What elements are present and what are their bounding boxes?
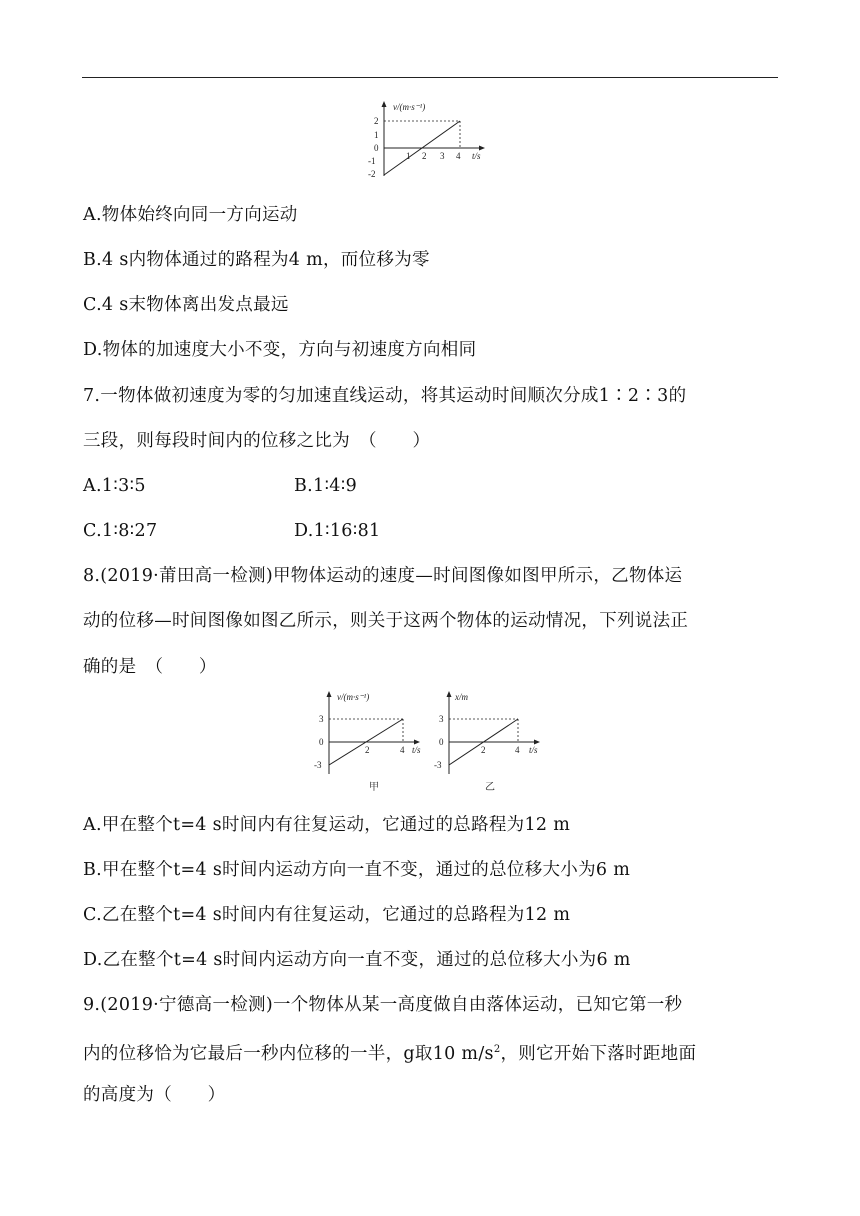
y-tick-1: 1: [374, 130, 379, 140]
yi-x-end: 4: [515, 745, 520, 755]
q8-option-d: D.乙在整个t=4 s时间内运动方向一直不变，通过的总位移大小为6 m: [83, 950, 631, 970]
yi-t-axis-label: t/s: [529, 745, 538, 755]
q7-option-a: A.1∶3∶5: [83, 476, 146, 496]
q8-option-c: C.乙在整个t=4 s时间内有往复运动，它通过的总路程为12 m: [83, 905, 571, 925]
jia-y-bottom: -3: [314, 760, 322, 770]
q6-option-a: A.物体始终向同一方向运动: [83, 205, 298, 225]
y-tick-0: 0: [374, 143, 379, 153]
yi-y-zero: 0: [439, 737, 444, 747]
jia-t-axis-label: t/s: [412, 745, 421, 755]
jia-y-top: 3: [319, 714, 324, 724]
x-tick-2: 2: [422, 151, 427, 161]
jia-v-axis-label: v/(m·s⁻¹): [337, 692, 370, 702]
x-tick-3: 3: [440, 151, 445, 161]
yi-caption: 乙: [485, 782, 495, 793]
q9-stem-line2: [83, 1038, 696, 1066]
q6-option-c: C.4 s末物体离出发点最远: [83, 295, 289, 315]
q8-option-b: B.甲在整个t=4 s时间内运动方向一直不变，通过的总位移大小为6 m: [83, 860, 631, 880]
q9-stem-line1: 9.(2019·宁德高一检测)一个物体从某一高度做自由落体运动，已知它第一秒: [83, 995, 683, 1015]
q7-stem-line1: 7.一物体做初速度为零的匀加速直线运动，将其运动时间顺次分成1∶2∶3的: [83, 386, 687, 406]
q6-option-b: B.4 s内物体通过的路程为4 m，而位移为零: [83, 250, 430, 270]
x-tick-4: 4: [456, 151, 461, 161]
x-tick-1: 1: [406, 151, 411, 161]
q7-option-b: B.1∶4∶9: [294, 476, 358, 496]
q9-stem-line3: 的高度为（ ）: [83, 1085, 226, 1105]
yi-x-axis-label: x/m: [455, 692, 468, 702]
jia-x-mid: 2: [365, 745, 370, 755]
q8-stem-line1: 8.(2019·莆田高一检测)甲物体运动的速度—时间图像如图甲所示，乙物体运: [83, 566, 683, 586]
y-tick-2: 2: [374, 116, 379, 126]
q7-stem-line2: 三段，则每段时间内的位移之比为 （ ）: [83, 431, 431, 451]
q8-stem-line3: 确的是 （ ）: [83, 657, 217, 677]
q6-option-d: D.物体的加速度大小不变，方向与初速度方向相同: [83, 340, 477, 360]
q7-option-c: C.1∶8∶27: [83, 521, 158, 541]
v-axis-label: v/(m·s⁻¹): [393, 102, 426, 112]
q9-stem-line2-a: 内的位移恰为它最后一秒内位移的一半，g取10 m/s: [83, 1043, 494, 1064]
q7-option-d: D.1∶16∶81: [294, 521, 381, 541]
yi-y-bottom: -3: [434, 760, 442, 770]
jia-y-zero: 0: [319, 737, 324, 747]
figure-yi: [433, 686, 555, 798]
q9-exponent: 2: [493, 1044, 501, 1055]
q8-stem-line2: 动的位移—时间图像如图乙所示，则关于这两个物体的运动情况，下列说法正: [83, 611, 689, 631]
velocity-time-figure: [360, 98, 500, 186]
figure-jia: [313, 686, 435, 798]
q9-stem-line2-b: ，则它开始下落时距地面: [500, 1043, 697, 1064]
jia-x-end: 4: [400, 745, 405, 755]
y-tick-neg2: -2: [368, 169, 376, 179]
q8-option-a: A.甲在整个t=4 s时间内有往复运动，它通过的总路程为12 m: [83, 815, 571, 835]
header-rule: [82, 77, 778, 78]
t-axis-label: t/s: [472, 151, 481, 161]
jia-caption: 甲: [369, 782, 379, 793]
yi-x-mid: 2: [481, 745, 486, 755]
yi-y-top: 3: [439, 714, 444, 724]
y-tick-neg1: -1: [368, 156, 376, 166]
